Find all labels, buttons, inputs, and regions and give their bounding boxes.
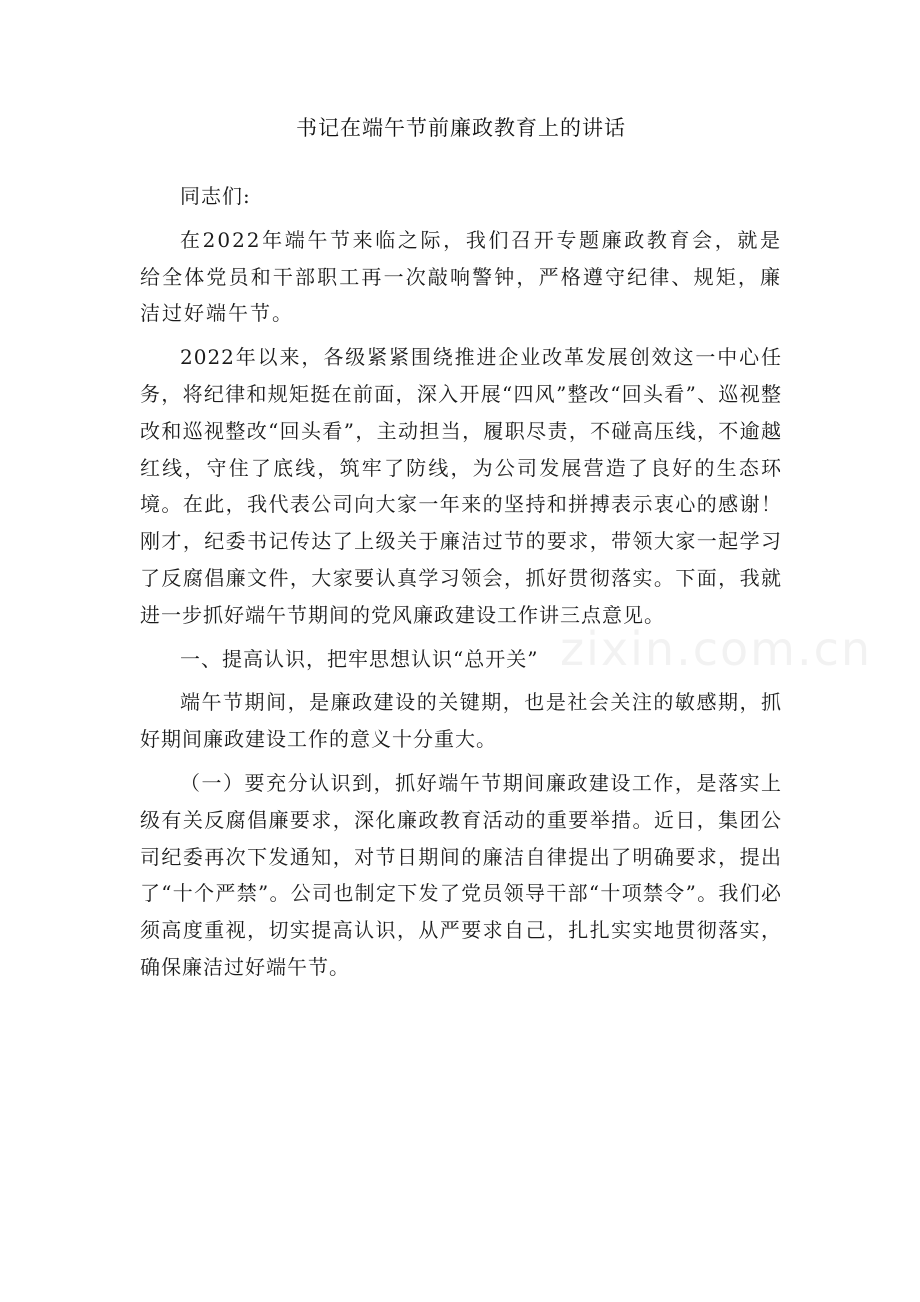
section-heading-1: 一、提高认识，把牢思想认识“总开关” [180, 646, 539, 671]
salutation: 同志们: [180, 184, 251, 208]
paragraph-opening: 在2022年端午节来临之际，我们召开专题廉政教育会，就是给全体党员和干部职工再一次敲响警钟，严格遵守纪律、规矩，廉洁过好端午节。 [140, 227, 782, 326]
document-content [140, 108, 782, 993]
paragraph-section-1-item-1: （一）要充分认识到，抓好端午节期间廉政建设工作，是落实上级有关反腐倡廉要求，深化廉政教育活动的重要举措。近日，集团公司纪委再次下发通知，对节日期间的廉洁自律提出了明确要求，提出了“十个严禁”。公司也制定下发了党员领导干部“十项禁令”。我们必须高度重视，切实提高认识，从严要求自己，扎扎实实地贯彻落实，确保廉洁过好端午节。 [140, 770, 782, 979]
watermark-text: zixin.com.cn [560, 622, 873, 676]
document-title: 书记在端午节前廉政教育上的讲话 [296, 116, 626, 140]
paragraph-section-1-intro: 端午节期间，是廉政建设的关键期，也是社会关注的敏感期，抓好期间廉政建设工作的意义十分重大。 [140, 690, 782, 752]
document-body [140, 178, 782, 986]
paragraph-review: 2022年以来，各级紧紧围绕推进企业改革发展创效这一中心任务，将纪律和规矩挺在前面，深入开展“四风”整改“回头看”、巡视整改和巡视整改“回头看”，主动担当，履职尽责，不碰高压线，不逾越红线，守住了底线，筑牢了防线，为公司发展营造了良好的生态环境。在此，我代表公司向大家一年来的坚持和拼搏表示衷心的感谢！刚才，纪委书记传达了上级关于廉洁过节的要求，带领大家一起学习了反腐倡廉文件，大家要认真学习领会，抓好贯彻落实。下面，我就进一步抓好端午节期间的党风廉政建设工作讲三点意见。 [140, 345, 782, 627]
